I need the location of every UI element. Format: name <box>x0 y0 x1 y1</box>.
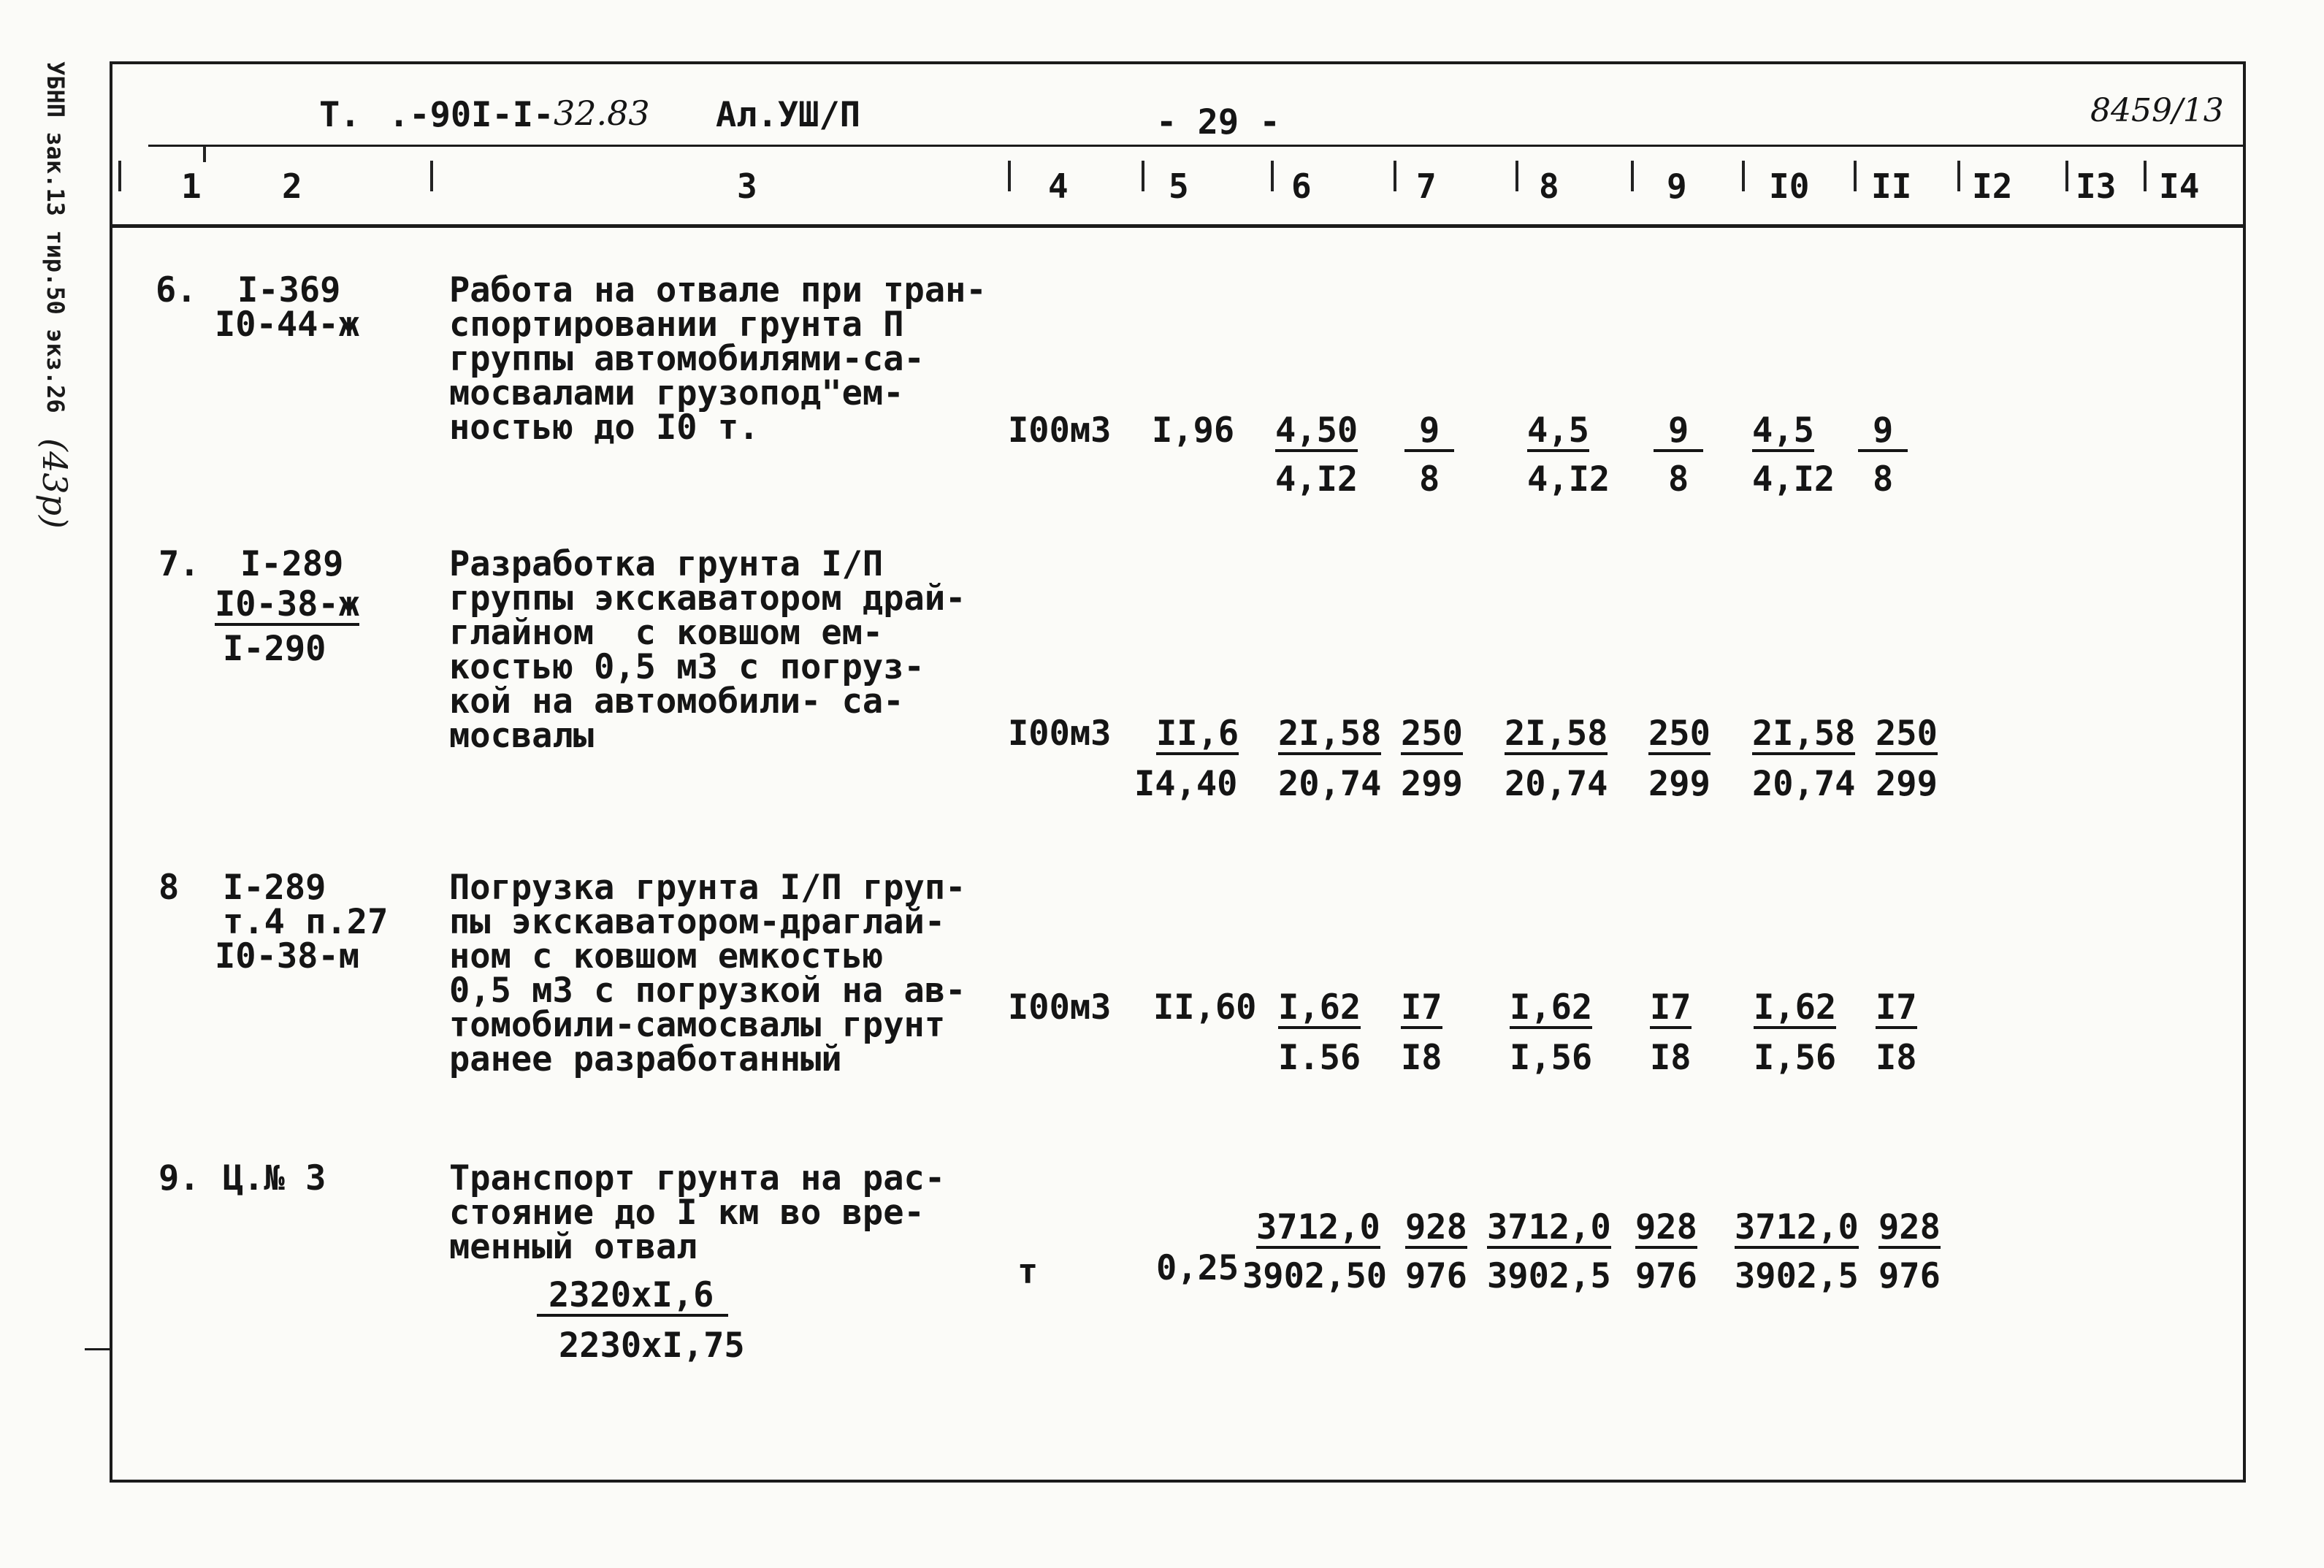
value-numerator: 250 <box>1876 714 1938 754</box>
value-denominator: 4,I2 <box>1752 459 1835 500</box>
row-description-line: томобили-самосвалы грунт <box>449 1005 946 1045</box>
row-quantity: I4,40 <box>1134 764 1238 804</box>
row-description-line: группы автомобилями-са- <box>449 339 925 379</box>
value-denominator: 299 <box>1648 764 1710 804</box>
album-label: Ал.УШ/П <box>716 95 861 135</box>
sheet-label: Т. <box>319 95 361 135</box>
row-description-line: Транспорт грунта на рас- <box>449 1158 946 1198</box>
row-description-line: глайном с ковшом ем- <box>449 613 884 653</box>
row-reference: I-289 <box>240 544 344 584</box>
value-numerator: 2I,58 <box>1752 714 1856 754</box>
project-code: .-90I-I- <box>389 95 554 135</box>
row-description-line: ранее разработанный <box>449 1039 842 1079</box>
column-header-1: 1 <box>181 167 202 206</box>
row-description-line: мосвалы <box>449 716 595 756</box>
value-denominator: I,56 <box>1754 1038 1837 1078</box>
row-quantity: II,60 <box>1153 987 1257 1028</box>
column-header-12: I2 <box>1972 167 2013 206</box>
value-denominator: 976 <box>1635 1256 1697 1296</box>
row-description-line: Разработка грунта I/П <box>449 544 884 584</box>
value-numerator: 3712,0 <box>1256 1207 1380 1247</box>
row-reference: Ц.№ 3 <box>223 1158 326 1198</box>
column-header-8: 8 <box>1539 167 1559 206</box>
column-header-13: I3 <box>2076 167 2117 206</box>
value-numerator: 4,50 <box>1275 410 1358 451</box>
row-reference: I-289 <box>223 868 326 908</box>
value-denominator: 3902,5 <box>1487 1256 1611 1296</box>
value-denominator: 3902,50 <box>1242 1256 1388 1296</box>
row-number: 8 <box>158 868 180 908</box>
value-denominator: 976 <box>1405 1256 1467 1296</box>
column-header-3: 3 <box>737 167 757 206</box>
row-description-line: пы экскаватором-драглай- <box>449 902 946 942</box>
row-unit: I00м3 <box>1008 410 1112 451</box>
value-denominator: I8 <box>1650 1038 1692 1078</box>
margin-handwritten-note: (43р) <box>35 438 74 529</box>
row-description-line: костью 0,5 м3 с погруз- <box>449 647 925 687</box>
row-description-line: стояние до I км во вре- <box>449 1193 925 1233</box>
value-numerator: I7 <box>1650 987 1692 1028</box>
row-description-line: Работа на отвале при тран- <box>449 270 987 310</box>
value-denominator: 8 <box>1873 459 1894 500</box>
row-description-line: спортировании грунта П <box>449 305 904 345</box>
value-denominator: I,56 <box>1510 1038 1593 1078</box>
value-denominator: I8 <box>1401 1038 1442 1078</box>
column-header-2: 2 <box>282 167 302 206</box>
margin-stamp: УБНП зак.13 тир.50 экз.26 <box>42 61 69 413</box>
value-numerator: 250 <box>1648 714 1710 754</box>
column-header-6: 6 <box>1291 167 1312 206</box>
column-separator <box>118 161 121 191</box>
value-numerator: 9 <box>1654 413 1703 452</box>
row-description-line: ностью до I0 т. <box>449 408 760 448</box>
row-reference: т.4 п.27 <box>223 902 389 942</box>
row-unit: т <box>1017 1252 1039 1292</box>
row-quantity: I,96 <box>1152 410 1235 451</box>
row-description-line: 0,5 м3 с погрузкой на ав- <box>449 971 966 1011</box>
value-numerator: 928 <box>1405 1207 1467 1247</box>
row-number: 9. <box>158 1158 200 1198</box>
value-denominator: 3902,5 <box>1735 1256 1859 1296</box>
column-header-4: 4 <box>1048 167 1069 206</box>
value-denominator: 299 <box>1876 764 1938 804</box>
column-separator <box>430 161 433 191</box>
column-separator <box>1142 161 1144 191</box>
column-separator <box>1394 161 1396 191</box>
value-numerator: 3712,0 <box>1735 1207 1859 1247</box>
row-reference: I0-44-ж <box>215 305 360 345</box>
column-separator <box>1742 161 1745 191</box>
row-reference: I0-38-ж <box>215 584 360 624</box>
row-reference: I0-38-м <box>215 936 360 976</box>
row-number: 6. <box>156 270 197 310</box>
page-number: - 29 - <box>1156 102 1280 142</box>
row-description-line: кой на автомобили- са- <box>449 681 904 722</box>
value-denominator: I.56 <box>1278 1038 1361 1078</box>
value-numerator: 4,5 <box>1752 410 1814 451</box>
column-header-14: I4 <box>2159 167 2200 206</box>
value-denominator: 8 <box>1419 459 1440 500</box>
value-numerator: 9 <box>1404 413 1454 452</box>
row-quantity: 0,25 <box>1156 1248 1239 1288</box>
header-bottom-rule <box>111 224 2246 228</box>
column-separator <box>2144 161 2147 191</box>
column-header-11: II <box>1871 167 1912 206</box>
value-numerator: 928 <box>1635 1207 1697 1247</box>
value-denominator: 299 <box>1401 764 1463 804</box>
row-description-line: Погрузка грунта I/П груп- <box>449 868 966 908</box>
value-denominator: 976 <box>1878 1256 1941 1296</box>
column-separator <box>1957 161 1960 191</box>
row-description-line: ном с ковшом емкостью <box>449 936 884 976</box>
header-top-rule <box>148 145 2246 147</box>
column-separator <box>1271 161 1274 191</box>
value-numerator: 9 <box>1858 413 1908 452</box>
value-numerator: 4,5 <box>1527 410 1589 451</box>
frame-top <box>111 61 2246 64</box>
row-unit: I00м3 <box>1008 987 1112 1028</box>
column-separator <box>1854 161 1857 191</box>
value-denominator: 20,74 <box>1505 764 1608 804</box>
value-numerator: I,62 <box>1754 987 1837 1028</box>
value-numerator: 250 <box>1401 714 1463 754</box>
row-reference: I-290 <box>223 629 326 669</box>
row-quantity: II,6 <box>1156 714 1239 754</box>
column-header-10: I0 <box>1769 167 1810 206</box>
column-separator <box>2065 161 2068 191</box>
formula-denominator: 2230xI,75 <box>559 1326 745 1366</box>
document-number: 8459/13 <box>2090 92 2224 129</box>
row-description-line: менный отвал <box>449 1227 697 1267</box>
value-numerator: I,62 <box>1510 987 1593 1028</box>
value-numerator: 2I,58 <box>1278 714 1382 754</box>
value-denominator: 8 <box>1668 459 1689 500</box>
value-numerator: I,62 <box>1278 987 1361 1028</box>
frame-right <box>2243 61 2246 1483</box>
row-description-line: группы экскаватором драй- <box>449 578 966 619</box>
value-numerator: 2I,58 <box>1505 714 1608 754</box>
column-header-9: 9 <box>1667 167 1687 206</box>
column-header-5: 5 <box>1169 167 1189 206</box>
value-denominator: 4,I2 <box>1275 459 1358 500</box>
row-description-line: мосвалами грузопод"ем- <box>449 373 904 413</box>
column-header-7: 7 <box>1416 167 1437 206</box>
column-separator <box>1008 161 1011 191</box>
row-number: 7. <box>158 544 200 584</box>
value-denominator: I8 <box>1876 1038 1917 1078</box>
formula-numerator: 2320xI,6 <box>537 1278 728 1317</box>
column-separator <box>203 146 206 162</box>
value-numerator: 3712,0 <box>1487 1207 1611 1247</box>
frame-bottom <box>110 1480 2246 1483</box>
column-separator <box>1631 161 1634 191</box>
margin-dash <box>85 1348 111 1350</box>
value-denominator: 20,74 <box>1752 764 1856 804</box>
value-numerator: I7 <box>1876 987 1917 1028</box>
value-denominator: 20,74 <box>1278 764 1382 804</box>
row-unit: I00м3 <box>1008 714 1112 754</box>
row-reference: I-369 <box>237 270 341 310</box>
value-numerator: I7 <box>1401 987 1442 1028</box>
value-numerator: 928 <box>1878 1207 1941 1247</box>
value-denominator: 4,I2 <box>1527 459 1610 500</box>
frame-left <box>110 61 112 1483</box>
column-separator <box>1515 161 1518 191</box>
project-code-handwritten: 32.83 <box>554 93 650 133</box>
